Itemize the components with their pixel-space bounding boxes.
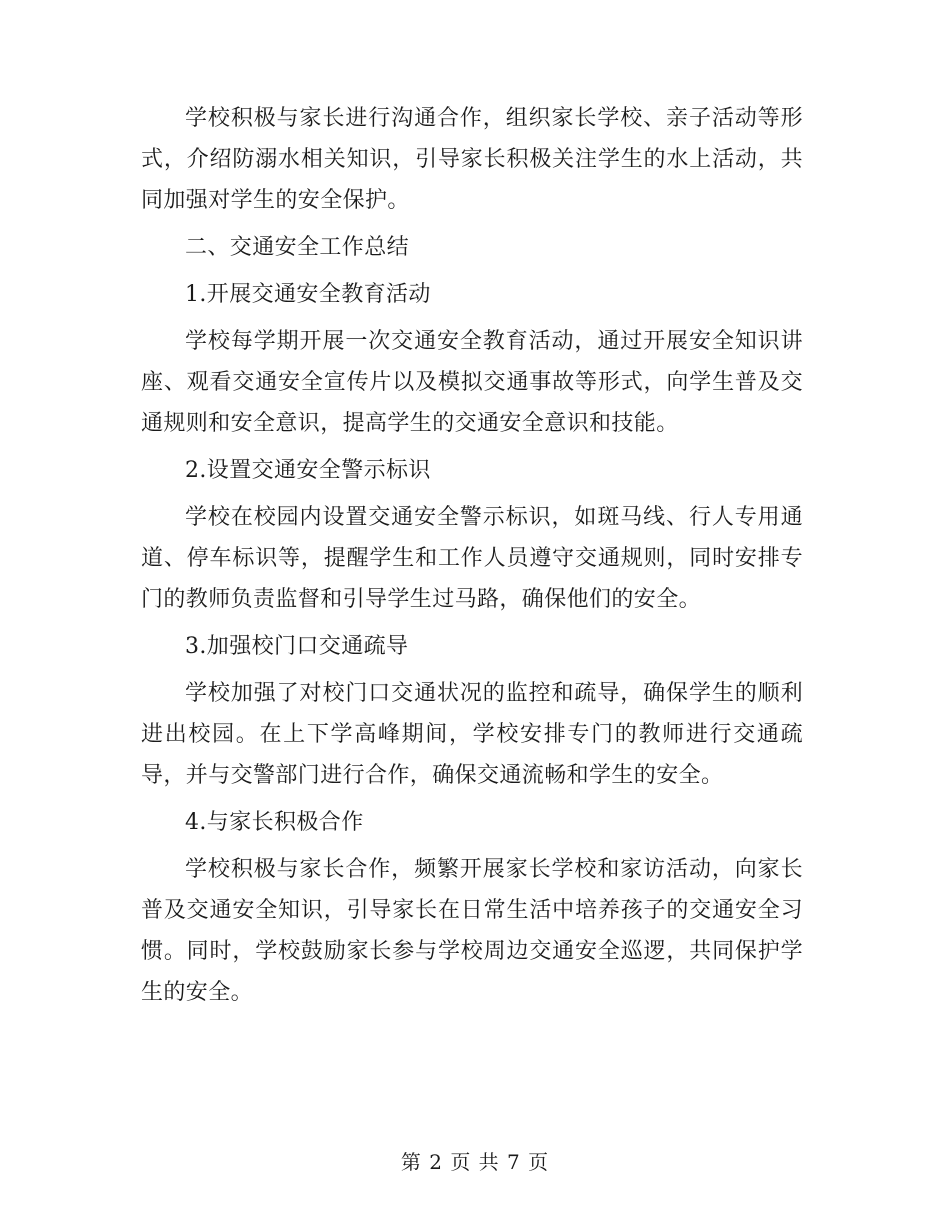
page-number-footer: 第 2 页 共 7 页 — [400, 1150, 550, 1174]
subheading-gate-traffic: 3.加强校门口交通疏导 — [185, 634, 409, 659]
subheading-warning-signs: 2.设置交通安全警示标识 — [185, 458, 431, 483]
subheading-education-activity: 1.开展交通安全教育活动 — [185, 282, 431, 307]
section-heading-traffic-safety: 二、交通安全工作总结 — [185, 235, 410, 260]
paragraph-education-activity: 学校每学期开展一次交通安全教育活动，通过开展安全知识讲座、观看交通安全宣传片以及模拟交通事故等形式，向学生普及交通规则和安全意识，提高学生的交通安全意识和技能。 — [141, 329, 803, 436]
paragraph-parent-cooperation: 学校积极与家长合作，频繁开展家长学校和家访活动，向家长普及交通安全知识，引导家长在日常生活中培养孩子的交通安全习惯。同时，学校鼓励家长参与学校周边交通安全巡逻，共同保护学生的安全。 — [141, 857, 803, 1005]
paragraph-gate-traffic: 学校加强了对校门口交通状况的监控和疏导，确保学生的顺利进出校园。在上下学高峰期间，学校安排专门的教师进行交通疏导，并与交警部门进行合作，确保交通流畅和学生的安全。 — [141, 681, 803, 788]
paragraph-parent-cooperation-drowning: 学校积极与家长进行沟通合作，组织家长学校、亲子活动等形式，介绍防溺水相关知识，引导家长积极关注学生的水上活动，共同加强对学生的安全保护。 — [141, 106, 803, 213]
paragraph-warning-signs: 学校在校园内设置交通安全警示标识，如斑马线、行人专用通道、停车标识等，提醒学生和工作人员遵守交通规则，同时安排专门的教师负责监督和引导学生过马路，确保他们的安全。 — [141, 505, 803, 612]
document-body — [141, 98, 803, 1019]
subheading-parent-cooperation: 4.与家长积极合作 — [185, 810, 364, 835]
